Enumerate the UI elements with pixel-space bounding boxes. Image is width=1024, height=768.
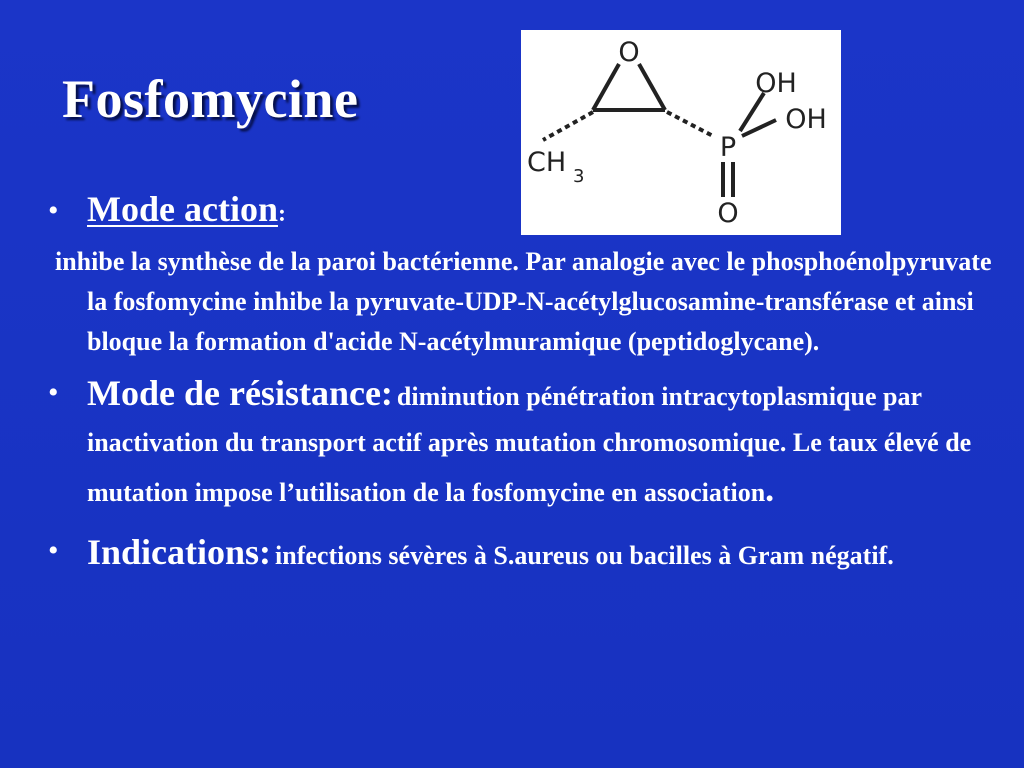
atom-oh-1: OH: [755, 68, 797, 99]
mode-resistance-period: .: [765, 469, 775, 509]
indications-text: infections sévères à S.aureus ou bacilles à Gram négatif.: [275, 541, 894, 570]
dashed-bond-methyl: [543, 112, 593, 140]
atom-ch-subscript: 3: [573, 166, 585, 187]
epoxide-bond-left: [593, 64, 619, 110]
mode-resistance-text: diminution pénétration intracytoplasmique par inactivation du transport actif après mutation chromosomique. Le taux élevé de mutation impose l’utilisation de la fosfomycine en association: [87, 382, 972, 507]
epoxide-bond-right: [639, 64, 665, 110]
mode-action-text: inhibe la synthèse de la paroi bactérienne. Par analogie avec le phosphoénolpyruvate la fosfomycine inhibe la pyruvate-UDP-N-acétylglucosamine-transférase et ainsi bloque la formation d'acide N-acétylmuramique (peptidoglycane).: [55, 247, 992, 356]
atom-oh-2: OH: [785, 104, 827, 135]
atom-o-bottom: O: [717, 198, 739, 229]
bullet-mode-resistance: [40, 372, 1000, 518]
bullet-dot: •: [48, 534, 59, 567]
bullet-indications: [40, 530, 1000, 582]
mode-action-heading: Mode action: [87, 189, 278, 229]
slide-content: [40, 188, 1000, 582]
indications-heading: Indications:: [87, 532, 272, 572]
bullet-mode-action: [40, 188, 1000, 230]
slide-title: Fosfomycine: [62, 69, 359, 129]
atom-p: P: [719, 132, 737, 163]
bullet-dot: •: [48, 376, 59, 409]
dashed-bond-phosphorus: [667, 112, 713, 136]
atom-o-top: O: [618, 37, 640, 68]
mode-action-colon: :: [277, 201, 286, 227]
atom-ch: CH: [527, 147, 567, 178]
mode-resistance-heading: Mode de résistance:: [87, 373, 393, 413]
bullet-dot: •: [48, 194, 59, 227]
